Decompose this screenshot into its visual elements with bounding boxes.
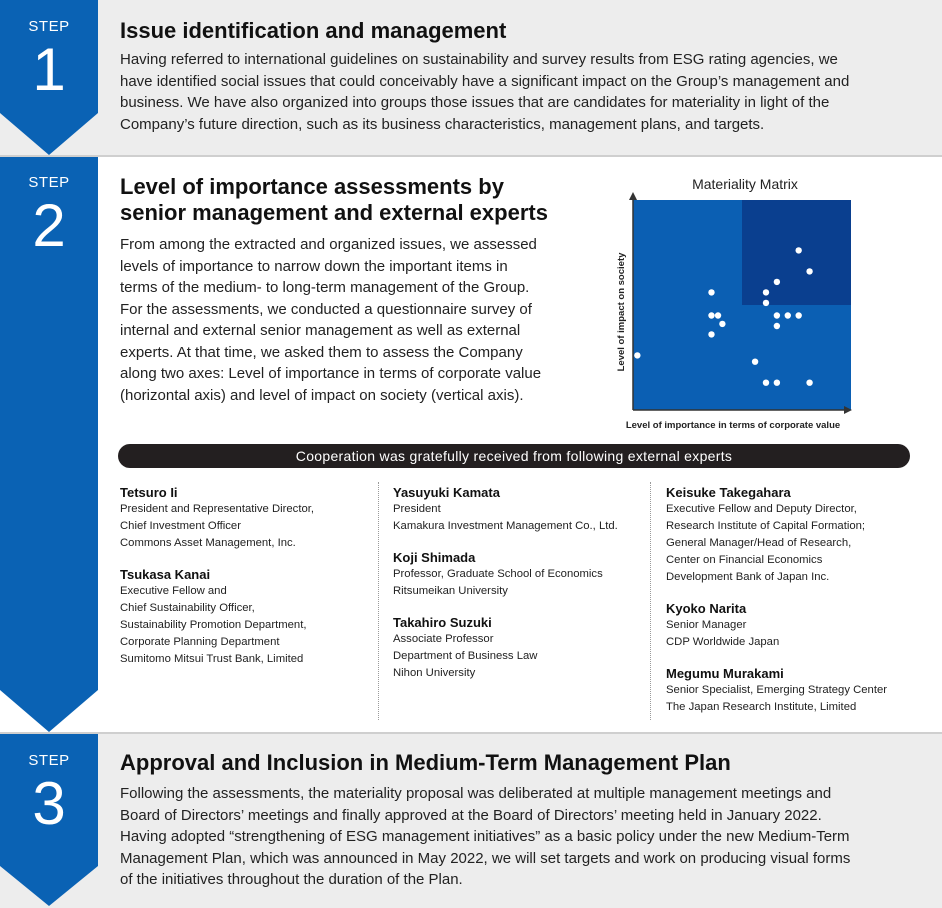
step3-number: 3 [32, 770, 66, 837]
experts-column-1 [120, 484, 314, 682]
expert-affiliation: Corporate Planning Department [120, 636, 280, 648]
body-line: Board of Directors’ meetings and finally approved at the Board of Directors’ meeting held in January 2022. [120, 806, 822, 824]
expert-affiliation: Executive Fellow and Deputy Director, [666, 503, 857, 515]
expert-affiliation: Department of Business Law [393, 650, 538, 662]
expert-affiliation: Research Institute of Capital Formation; [666, 520, 866, 532]
chart-title: Materiality Matrix [692, 176, 798, 192]
expert-affiliation: Senior Specialist, Emerging Strategy Center [666, 684, 888, 696]
expert-name: Koji Shimada [393, 550, 476, 565]
step2-body [120, 234, 590, 406]
title-line: Level of importance assessments by [120, 174, 504, 199]
expert-entry [393, 549, 618, 600]
y-axis-arrowhead [629, 192, 637, 200]
expert-name: Tetsuro Ii [120, 485, 178, 500]
expert-name: Keisuke Takegahara [666, 485, 791, 500]
body-line: Company’s future direction, such as its business characteristics, management plans, and targets. [120, 115, 765, 133]
body-line: internal and external senior management as well as external [120, 322, 521, 339]
body-line: experts. At that time, we asked them to assess the Company [120, 343, 523, 361]
expert-affiliation: Chief Sustainability Officer, [120, 602, 255, 614]
data-point [774, 380, 780, 386]
expert-affiliation: Center on Financial Economics [666, 554, 823, 566]
expert-affiliation: Sumitomo Mitsui Trust Bank, Limited [120, 653, 304, 665]
expert-entry [393, 484, 618, 535]
expert-entry [666, 600, 887, 651]
body-line: Having referred to international guidelines on sustainability and survey results from ESG rating agencies, we [120, 51, 838, 68]
expert-affiliation: CDP Worldwide Japan [666, 636, 780, 648]
expert-name: Takahiro Suzuki [393, 615, 492, 630]
body-line: along two axes: Level of importance in terms of corporate value [120, 365, 542, 382]
expert-entry [666, 665, 887, 716]
expert-affiliation: Development Bank of Japan Inc. [666, 571, 830, 583]
expert-entry [393, 614, 618, 682]
body-line: terms of the medium- to long-term management of the Group. [120, 279, 530, 296]
step3-label: STEP [28, 752, 70, 769]
data-point [634, 352, 640, 358]
data-point [795, 312, 801, 318]
data-point [763, 289, 769, 295]
data-point [708, 289, 714, 295]
step1-number: 1 [32, 36, 66, 103]
expert-name: Tsukasa Kanai [120, 567, 211, 582]
expert-affiliation: Chief Investment Officer [120, 520, 241, 532]
step3-body [120, 783, 920, 891]
experts-heading: Cooperation was gratefully received from following external experts [118, 444, 910, 468]
experts-column-2 [393, 484, 618, 696]
body-line: business. We have also organized into groups those issues that are candidates for materiality in light of the [120, 94, 830, 111]
y-axis-label: Level of impact on society [616, 252, 627, 372]
data-point [806, 380, 812, 386]
data-point [763, 300, 769, 306]
body-line: Management Plan, which was announced in May 2022, we will set targets and work on producing visual forms [120, 849, 851, 867]
step1-body [120, 49, 920, 135]
step3-title: Approval and Inclusion in Medium-Term Management Plan [120, 750, 731, 775]
data-point [708, 331, 714, 337]
step1-title: Issue identification and management [120, 18, 507, 43]
body-line: Having adopted “strengthening of ESG management initiatives” as a basic policy under the new Medium-Term [120, 828, 850, 845]
data-point [806, 268, 812, 274]
body-line: From among the extracted and organized issues, we assessed [120, 236, 537, 253]
body-line: levels of importance to narrow down the important items in [120, 257, 508, 275]
expert-name: Megumu Murakami [666, 666, 784, 681]
experts-column-3 [666, 484, 887, 730]
data-point [774, 279, 780, 285]
column-divider [378, 482, 379, 720]
expert-affiliation: Commons Asset Management, Inc. [120, 537, 296, 549]
data-point [719, 321, 725, 327]
expert-name: Yasuyuki Kamata [393, 485, 500, 500]
step2-label: STEP [28, 174, 70, 191]
expert-affiliation: Associate Professor [393, 633, 494, 645]
expert-entry [120, 566, 314, 668]
expert-affiliation: General Manager/Head of Research, [666, 537, 852, 549]
expert-affiliation: President [393, 503, 441, 515]
expert-entry [120, 484, 314, 552]
step1-label: STEP [28, 18, 70, 35]
expert-affiliation: Senior Manager [666, 619, 747, 631]
expert-affiliation: Nihon University [393, 667, 476, 679]
body-line: For the assessments, we conducted a questionnaire survey of [120, 300, 532, 318]
step2-number: 2 [32, 192, 66, 259]
data-point [752, 359, 758, 365]
column-divider [650, 482, 651, 720]
data-point [708, 312, 714, 318]
materiality-matrix-chart [610, 172, 860, 432]
body-line: of the initiatives throughout the duration of the Plan. [120, 871, 463, 888]
data-point [774, 312, 780, 318]
data-point [763, 380, 769, 386]
title-line: senior management and external experts [120, 200, 548, 225]
x-axis-label: Level of importance in terms of corporate value [625, 420, 841, 431]
expert-affiliation: Ritsumeikan University [393, 585, 508, 597]
expert-affiliation: Kamakura Investment Management Co., Ltd. [393, 520, 618, 532]
materiality-matrix [610, 172, 860, 432]
expert-affiliation: The Japan Research Institute, Limited [666, 701, 857, 713]
expert-affiliation: Professor, Graduate School of Economics [393, 568, 603, 580]
step1-divider [0, 155, 942, 157]
step2-title [120, 174, 548, 226]
expert-affiliation: Executive Fellow and [120, 585, 227, 597]
data-point [774, 323, 780, 329]
expert-affiliation: President and Representative Director, [120, 503, 315, 515]
body-line: (horizontal axis) and level of impact on society (vertical axis). [120, 386, 524, 404]
data-point [795, 247, 801, 253]
expert-entry [666, 484, 887, 586]
expert-name: Kyoko Narita [666, 601, 747, 616]
expert-affiliation: Sustainability Promotion Department, [120, 619, 307, 631]
body-line: have identified social issues that could conceivably have a significant impact on the Group’s management and [120, 72, 850, 90]
data-point [785, 312, 791, 318]
data-point [715, 312, 721, 318]
body-line: Following the assessments, the materiality proposal was deliberated at multiple management meetings and [120, 785, 832, 802]
